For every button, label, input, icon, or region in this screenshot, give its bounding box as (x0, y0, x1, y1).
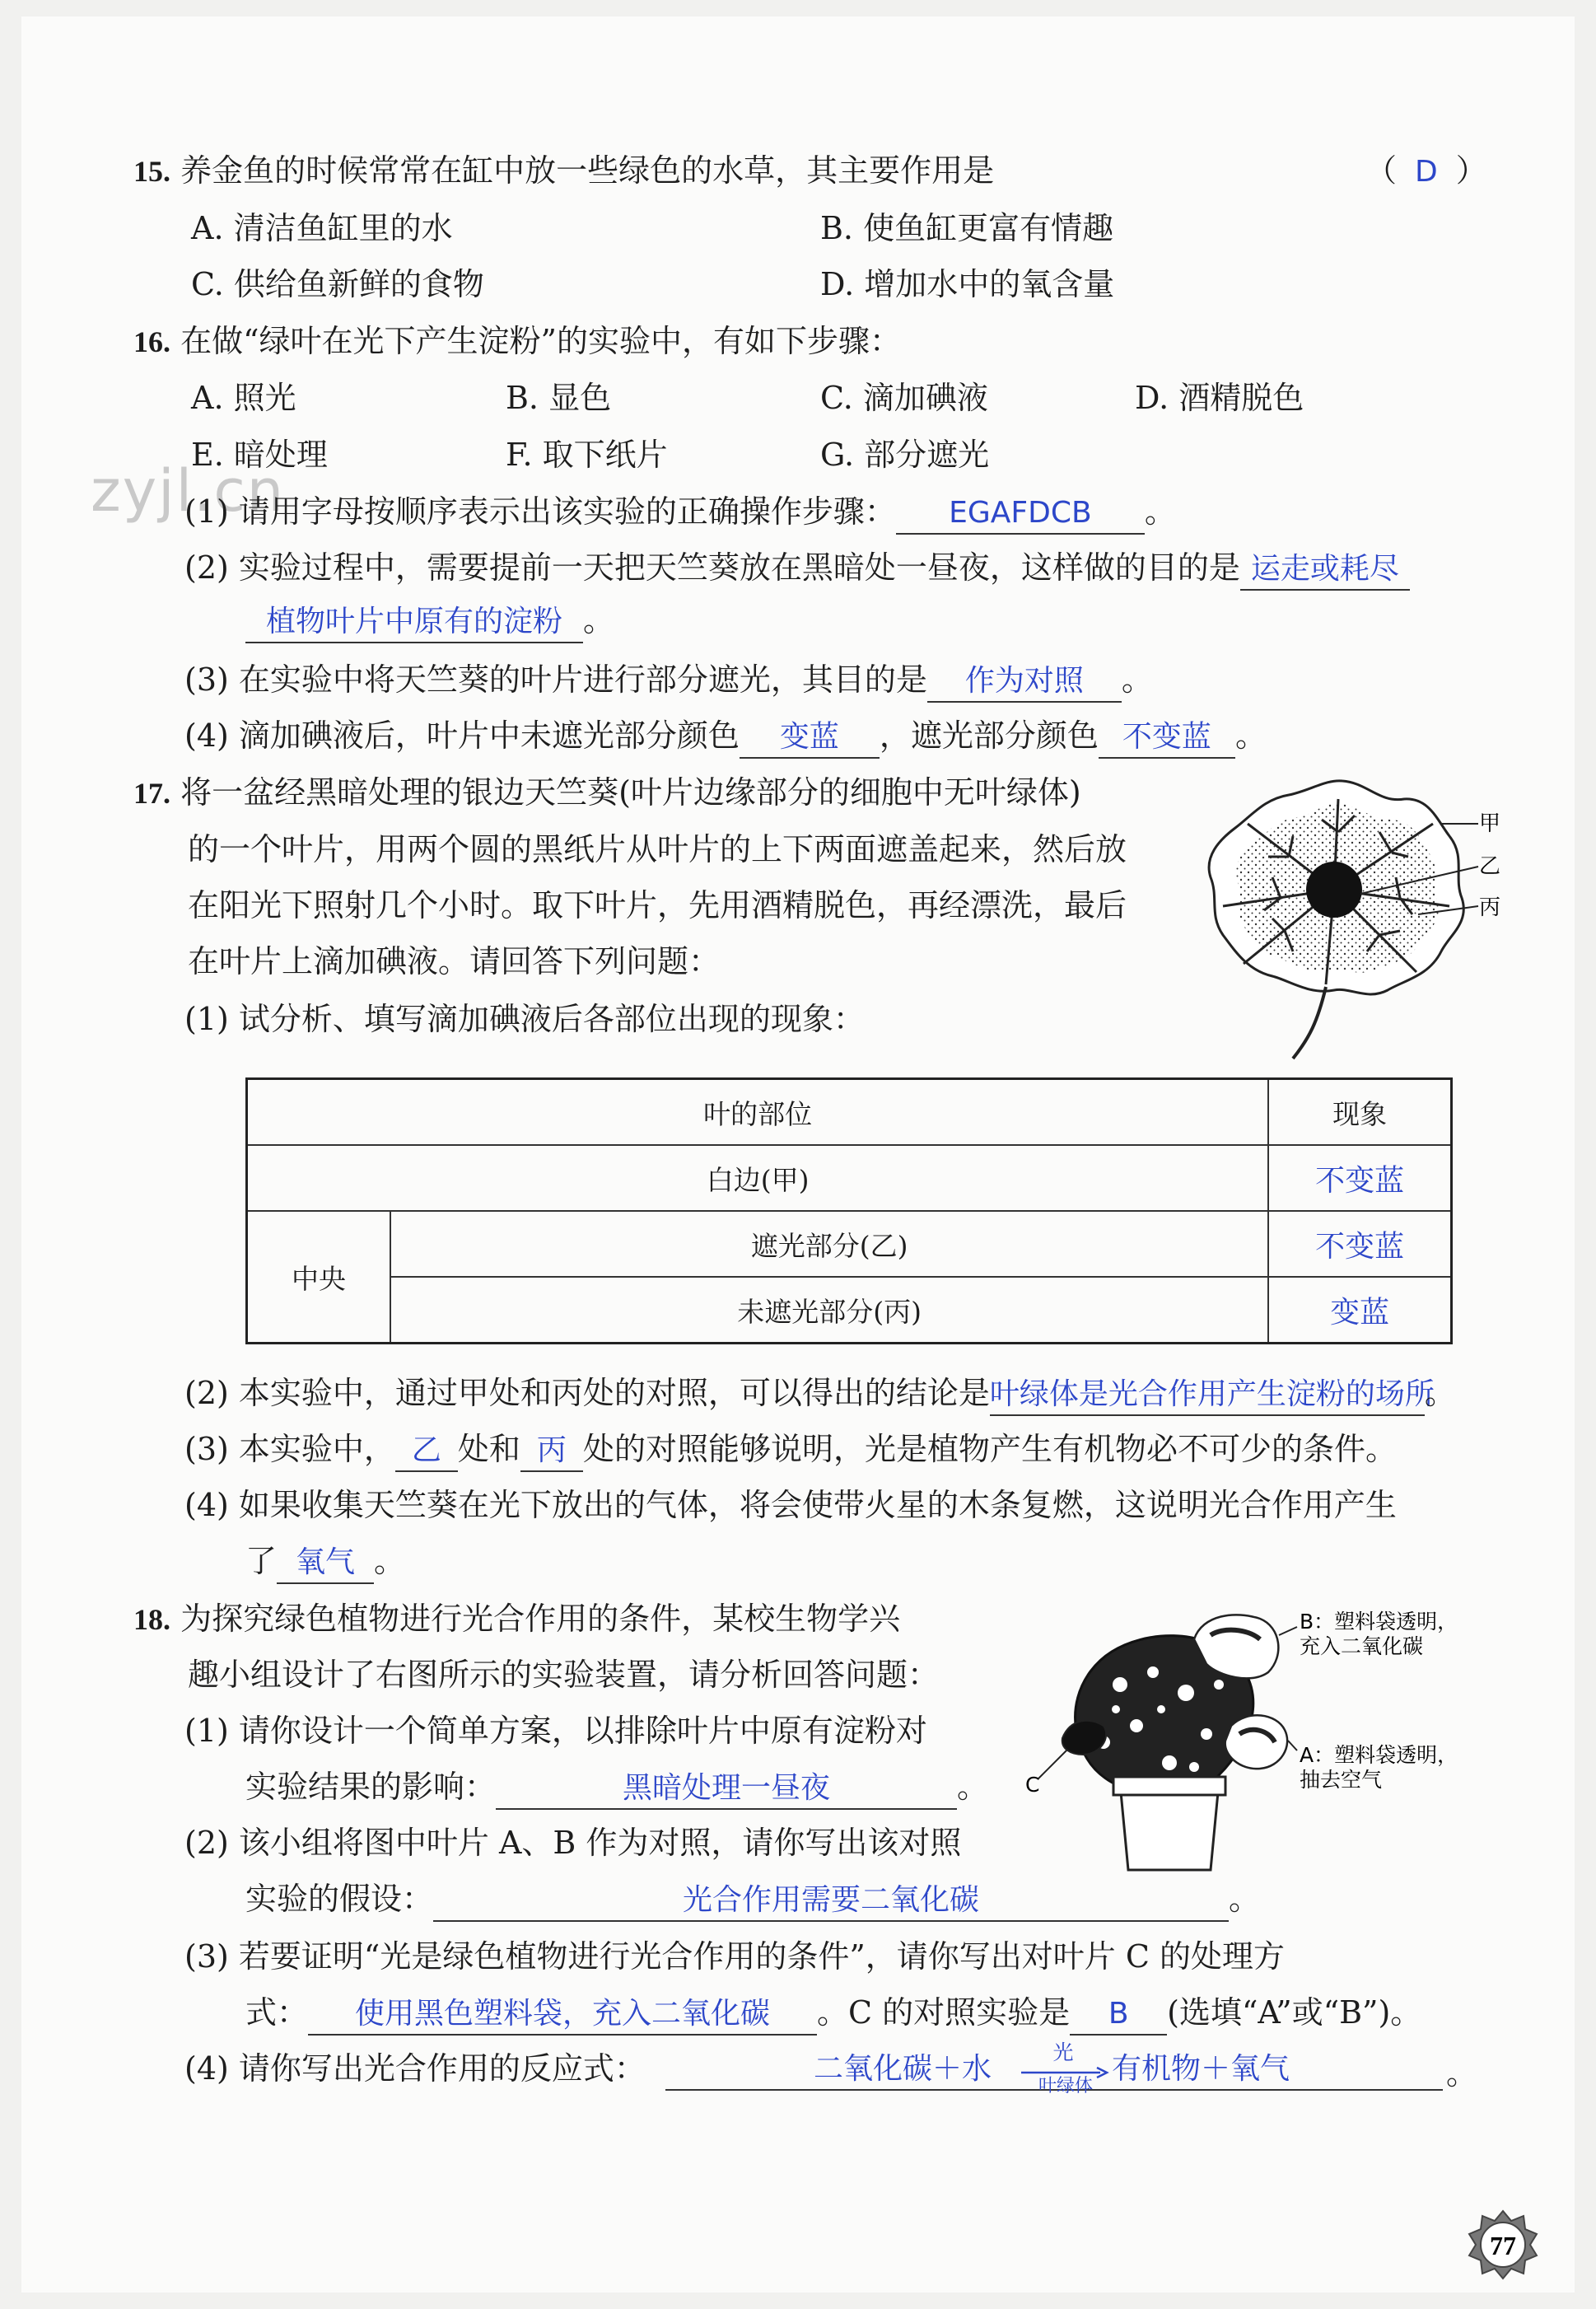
results-table (245, 1077, 1453, 1344)
q17-part3-answer-2: 丙 (520, 1433, 583, 1472)
q17-stem-1: 17. 将一盆经黑暗处理的银边天竺葵(叶片边缘部分的细胞中无叶绿体) (133, 774, 1081, 811)
q16-number: 16. (133, 325, 170, 358)
label-a-line1: A：塑料袋透明， (1300, 1743, 1458, 1767)
q17-part1: (1) 试分析、填写滴加碘液后各部位出现的现象： (184, 1001, 865, 1037)
q18-stem-2: 趣小组设计了右图所示的实验装置，请分析回答问题： (188, 1657, 940, 1693)
q17-stem-2: 的一个叶片，用两个圆的黑纸片从叶片的上下两面遮盖起来，然后放 (188, 831, 1127, 867)
label-b-line1: B：塑料袋透明， (1300, 1610, 1458, 1634)
q16-text: 在做“绿叶在光下产生淀粉”的实验中，有如下步骤： (180, 323, 901, 359)
black-paper-disc (1306, 862, 1362, 918)
q16-part4-answer-b: 不变蓝 (1099, 719, 1235, 759)
page-number: 77 (1490, 2231, 1516, 2260)
q17-part4-cont: 了 氧气 。 (245, 1540, 405, 1584)
label-jia: 甲 (1479, 811, 1501, 836)
leaf-figure (1202, 774, 1501, 1013)
q17-part4-answer: 氧气 (277, 1545, 374, 1584)
q15-answer-box: （ D ） (1365, 152, 1487, 189)
q18-part2-answer: 光合作用需要二氧化碳 (433, 1882, 1229, 1922)
q16-option-f: F. 取下纸片 (506, 437, 668, 473)
q15-answer: D (1415, 155, 1438, 189)
q15-option-d: D. 增加水中的氧含量 (820, 266, 1115, 302)
q18-part4: (4) 请你写出光合作用的反应式： (184, 2050, 646, 2087)
q18-part3-answer: 使用黑色塑料袋，充入二氧化碳 (308, 1996, 817, 2036)
q16-part2-answer-a: 运走或耗尽 (1240, 551, 1410, 591)
table-row-edge-result: 不变蓝 (1268, 1145, 1451, 1211)
q16-part2-cont: 植物叶片中原有的淀粉 。 (245, 600, 614, 643)
q16-option-g: G. 部分遮光 (820, 437, 990, 473)
q18-part3: (3) 若要证明“光是绿色植物进行光合作用的条件”，请你写出对叶片 C 的处理方 (184, 1938, 1285, 1975)
label-yi: 乙 (1479, 854, 1501, 879)
table-header-result: 现象 (1268, 1079, 1451, 1146)
reaction-right: 有机物＋氧气 (1112, 2052, 1290, 2086)
label-b-line2: 充入二氧化碳 (1300, 1634, 1424, 1658)
table-row-edge-part: 白边(甲) (247, 1145, 1269, 1211)
q15-option-c: C. 供给鱼新鲜的食物 (191, 266, 484, 302)
q15-text: 养金鱼的时候常常在缸中放一些绿色的水草，其主要作用是 (180, 152, 995, 189)
table-center-label: 中央 (247, 1211, 391, 1344)
q16-part2-answer-b: 植物叶片中原有的淀粉 (245, 604, 583, 643)
q16-part4-answer-a: 变蓝 (740, 719, 880, 759)
q16-part4: (4) 滴加碘液后，叶片中未遮光部分颜色 变蓝 ，遮光部分颜色 不变蓝 。 (184, 715, 1267, 759)
q15-stem (133, 150, 994, 192)
q18-part4-end: 。 (1446, 2055, 1478, 2092)
q16-part2: (2) 实验过程中，需要提前一天把天竺葵放在黑暗处一昼夜，这样做的目的是 运走或耗尽 (184, 547, 1410, 591)
q16-part1-answer: EGAFDCB (896, 495, 1145, 535)
q17-part2-answer: 叶绿体是光合作用产生淀粉的场所 (990, 1377, 1425, 1416)
q16-part3-answer: 作为对照 (927, 663, 1122, 703)
q17-stem-3: 在阳光下照射几个小时。取下叶片，先用酒精脱色，再经漂洗，最后 (188, 887, 1127, 923)
page-number-badge (1468, 2209, 1538, 2280)
q18-part4-answer (665, 2040, 1443, 2096)
q16-option-d: D. 酒精脱色 (1135, 380, 1304, 416)
plant-figure (1013, 1594, 1474, 1882)
watermark: zyjl.cn (91, 457, 286, 525)
q16-option-e: E. 暗处理 (191, 437, 328, 473)
table-row-unshaded-result: 变蓝 (1268, 1277, 1451, 1344)
table-row-shaded-result: 不变蓝 (1268, 1211, 1451, 1277)
q18-part3-answer-2: B (1070, 1996, 1167, 2036)
q16-option-c: C. 滴加碘液 (820, 380, 988, 416)
q18-number: 18. (133, 1603, 170, 1636)
q18-part1-cont: 实验结果的影响： 黑暗处理一昼夜 。 (245, 1766, 988, 1810)
q16-stem (133, 320, 901, 362)
q18-part2: (2) 该小组将图中叶片 A、B 作为对照，请你写出该对照 (184, 1825, 962, 1861)
q17-part3: (3) 本实验中， 乙 处和 丙 处的对照能够说明，光是植物产生有机物必不可少的条件。 (184, 1428, 1397, 1472)
q15-option-b: B. 使鱼缸更富有情趣 (820, 210, 1114, 246)
q16-option-a: A. 照光 (191, 380, 296, 416)
q17-part4: (4) 如果收集天竺葵在光下放出的气体，将会使带火星的木条复燃，这说明光合作用产生 (184, 1487, 1397, 1523)
q16-option-b: B. 显色 (506, 380, 612, 416)
reaction-left: 二氧化碳＋水 (814, 2052, 992, 2086)
q18-part3-cont: 式： 使用黑色塑料袋，充入二氧化碳 。C 的对照实验是 B (选填“A”或“B”)。 (245, 1992, 1421, 2036)
q16-part3: (3) 在实验中将天竺葵的叶片进行部分遮光，其目的是 作为对照 。 (184, 659, 1153, 703)
q18-part1: (1) 请你设计一个简单方案，以排除叶片中原有淀粉对 (184, 1713, 927, 1749)
q17-part2: (2) 本实验中，通过甲处和丙处的对照，可以得出的结论是叶绿体是光合作用产生淀粉的场所。 (184, 1372, 1456, 1416)
reaction-condition-top: 光 (1052, 2040, 1074, 2064)
q18-stem-1: 18. 为探究绿色植物进行光合作用的条件，某校生物学兴 (133, 1601, 901, 1637)
q15-number: 15. (133, 155, 170, 188)
table-header-part: 叶的部位 (247, 1079, 1269, 1146)
label-bing: 丙 (1479, 895, 1501, 920)
table-row-unshaded-part: 未遮光部分(丙) (390, 1277, 1268, 1344)
q15-option-a: A. 清洁鱼缸里的水 (191, 210, 453, 246)
q17-stem-4: 在叶片上滴加碘液。请回答下列问题： (188, 943, 721, 979)
table-row-shaded-part: 遮光部分(乙) (390, 1211, 1268, 1277)
q17-number: 17. (133, 777, 170, 810)
q18-part1-answer: 黑暗处理一昼夜 (496, 1770, 957, 1810)
q16-part1: (1) 请用字母按顺序表示出该实验的正确操作步骤： EGAFDCB 。 (184, 491, 1176, 535)
flower-pot (1120, 1783, 1219, 1870)
reaction-condition-bottom: 叶绿体 (1038, 2076, 1093, 2096)
q17-part3-answer-1: 乙 (395, 1433, 458, 1472)
bag-a (1225, 1715, 1287, 1769)
label-c: C (1025, 1773, 1040, 1797)
q18-part2-cont: 实验的假设： 光合作用需要二氧化碳 。 (245, 1878, 1260, 1922)
label-a-line2: 抽去空气 (1300, 1768, 1383, 1792)
